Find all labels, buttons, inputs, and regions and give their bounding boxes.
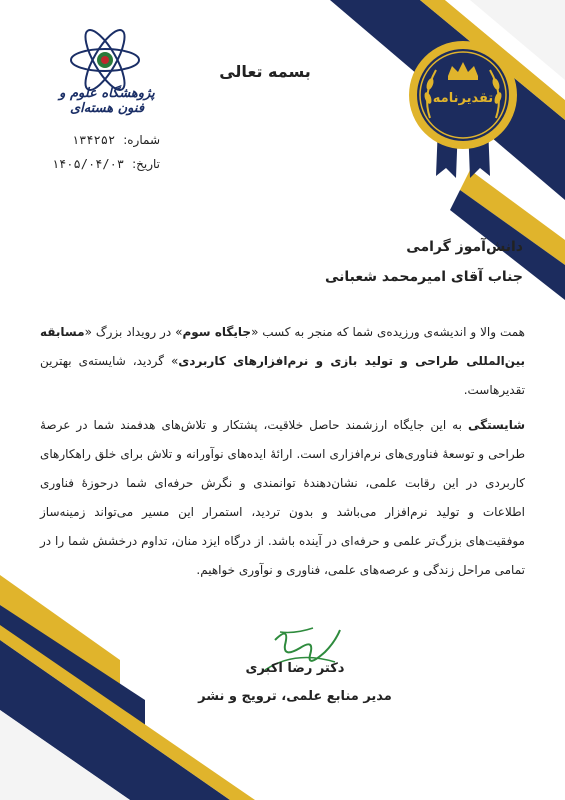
recipient-block bbox=[325, 232, 523, 292]
signature-block bbox=[190, 655, 400, 711]
body-paragraph-2 bbox=[40, 411, 525, 585]
logo-text: پژوهشگاه علوم و فنون هسته‌ای bbox=[59, 86, 155, 116]
body-bold-word: شایستگی bbox=[467, 418, 525, 432]
number-label: شماره: bbox=[123, 133, 160, 147]
recipient-salutation: دانش‌آموز گرامی bbox=[406, 239, 523, 255]
number-row bbox=[40, 128, 160, 152]
signer-title: مدیر منابع علمی، ترویج و نشر bbox=[198, 689, 392, 704]
body-paragraph-1 bbox=[40, 318, 525, 405]
body-text-segment: » در رویداد بزرگ « bbox=[84, 325, 183, 339]
certificate-body bbox=[40, 318, 525, 585]
body-text-segment: همت والا و اندیشه‌ی ورزیده‌ی شما که منجر به کسب « bbox=[251, 325, 526, 339]
document-meta bbox=[40, 128, 160, 176]
date-value: ۱۴۰۵/۰۴/۰۳ bbox=[51, 157, 125, 171]
achievement-rank: جایگاه سوم bbox=[182, 325, 252, 339]
signer-name: دکتر رضا اکبری bbox=[245, 661, 345, 676]
certificate-badge bbox=[408, 40, 518, 180]
page-title: بسمه تعالی bbox=[219, 62, 311, 81]
number-value: ۱۳۴۲۵۲ bbox=[71, 133, 116, 147]
recipient-name: جناب آقای امیرمحمد شعبانی bbox=[325, 269, 523, 285]
body-text-segment: » گردید، شایسته‌ی بهترین تقدیرهاست. bbox=[40, 354, 525, 397]
badge-text: تقدیرنامه bbox=[432, 91, 494, 106]
date-row bbox=[40, 152, 160, 176]
competition-name: مسابقه بین‌المللی طراحی و تولید بازی و نرم‌افزارهای کاربردی bbox=[40, 325, 525, 368]
body-text-segment: به این جایگاه ارزشمند حاصل خلاقیت، پشتکار و تلاش‌های هدفمند شما در عرصهٔ طراحی و توسعهٔ فناوری‌های نرم‌افزاری است. ارائهٔ ایده‌های نوآورانه و تلاش برای خلق راهکارهای کاربردی در این رقابت علمی، نشان‌دهندهٔ توانمندی و نگرش حرفه‌ای شما درحوزهٔ فناوری اطلاعات و تولید نرم‌افزار می‌باشد و بدون تردید، استمرار این مسیر می‌تواند زمینه‌ساز موفقیت‌های بزرگ‌تر علمی و حرفه‌ای در آینده باشد. از درگاه ایزد منان، تداوم درخشش شما را در تمامی مراحل زندگی و عرصه‌های علمی، فناوری و نوآوری خواهیم. bbox=[40, 418, 525, 577]
date-label: تاریخ: bbox=[132, 157, 160, 171]
